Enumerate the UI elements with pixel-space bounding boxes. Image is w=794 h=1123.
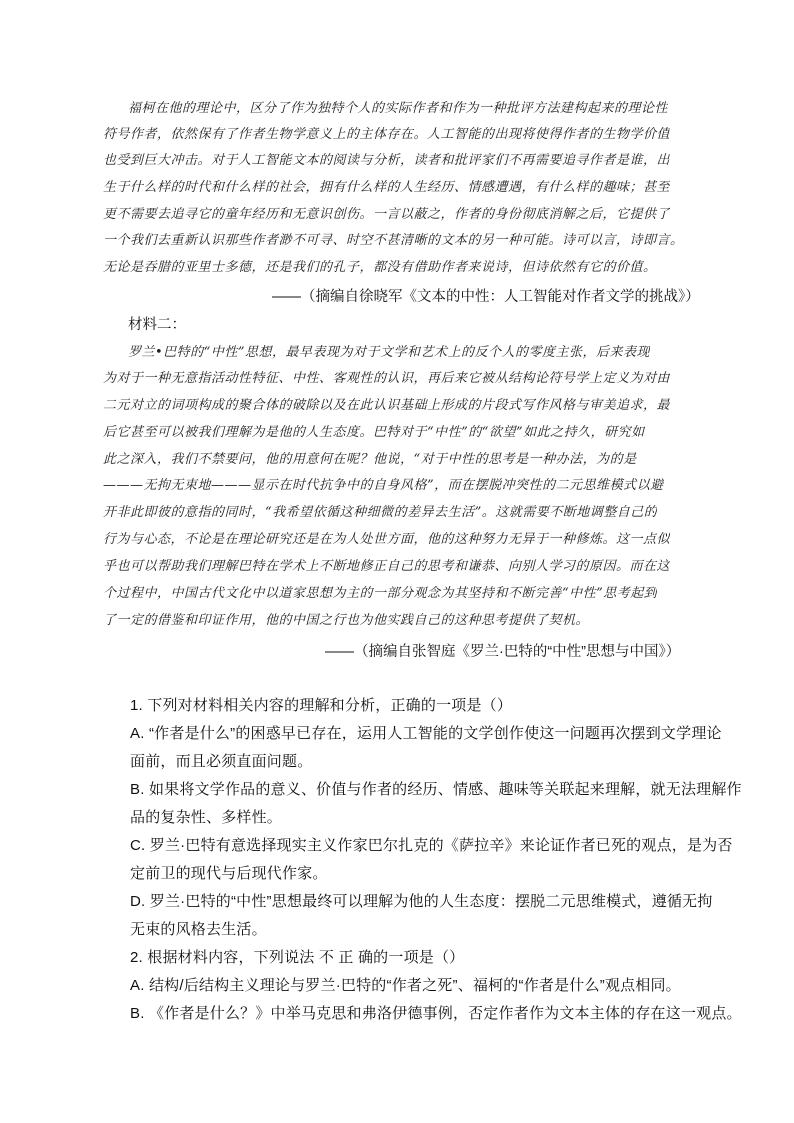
material-two-line: 个过程中，中国古代文化中以道家思想为主的一部分观念为其坚持和不断完善“中性”思考起到 bbox=[103, 586, 658, 601]
material-one-line: 也受到巨大冲击。对于人工智能文本的阅读与分析，读者和批评家们不再需要追寻作者是谁，出 bbox=[103, 153, 671, 168]
option-d-cont: 无束的风格去生活。 bbox=[130, 921, 267, 938]
material-two-line: 后它甚至可以被我们理解为是他的人生态度。巴特对于“中性”的“欲望”如此之持久，研究如 bbox=[103, 425, 645, 440]
material-one-line: 无论是吞腊的亚里士多德，还是我们的孔子，都没有借助作者来说诗，但诗依然有它的价值。 bbox=[103, 260, 657, 275]
option-a-cont: 面前，而且必须直面问题。 bbox=[130, 753, 313, 770]
material-one-line: 福柯在他的理论中，区分了作为独特个人的实际作者和作为一种批评方法建构起来的理论性 bbox=[128, 101, 669, 116]
option-d: D. 罗兰·巴特的“中性”思想最终可以理解为他的人生态度：摆脱二元思维模式，遵循无拘 bbox=[130, 893, 713, 910]
material-one-line: 一个我们去重新认识那些作者渺不可寻、时空不甚清晰的文本的另一种可能。诗可以言，诗即言。 bbox=[103, 233, 684, 248]
material-two-line: 二元对立的词项构成的聚合体的破除以及在此认识基础上形成的片段式写作风格与审美追求，最 bbox=[103, 398, 671, 413]
material-two-line: 行为与心态，不论是在理论研究还是在为人处世方面，他的这种努力无异于一种修炼。这一点似 bbox=[103, 532, 671, 547]
material-one-source: ——（摘编自徐晓军《文本的中性：人工智能对作者文学的挑战》） bbox=[272, 289, 700, 305]
option-b-cont: 品的复杂性、多样性。 bbox=[130, 809, 283, 826]
material-two-line: ———无拘无束地———显示在时代抗争中的自身风格”，而在摆脱冲突性的二元思维模式以避 bbox=[103, 478, 664, 493]
material-two-line: 为对于一种无意指活动性特征、中性、客观性的认识，再后来它被从结构论符号学上定义为对由 bbox=[103, 371, 671, 386]
material-two-line: 罗兰•巴特的“中性”思想，最早表现为对于文学和艺术上的反个人的零度主张，后来表现 bbox=[128, 345, 650, 360]
option-a: A. “作者是什么”的困惑早已存在，运用人工智能的文学创作使这一问题再次摆到文学理论 bbox=[130, 725, 722, 742]
material-one-line: 符号作者，依然保有了作者生物学意义上的主体存在。人工智能的出现将使得作者的生物学价值 bbox=[103, 127, 671, 142]
option-a: A. 结构/后结构主义理论与罗兰·巴特的“作者之死”、福柯的“作者是什么”观点相同。 bbox=[130, 977, 681, 994]
material-one-line: 生于什么样的时代和什么样的社会，拥有什么样的人生经历、情感遭遇，有什么样的趣味；甚至 bbox=[103, 180, 671, 195]
material-two-source: ——（摘编自张智庭《罗兰·巴特的“中性”思想与中国》） bbox=[325, 644, 681, 660]
option-b: B. 《作者是什么？》中举马克思和弗洛伊德事例，否定作者作为文本主体的存在这一观点。 bbox=[130, 1005, 742, 1022]
material-two-line: 乎也可以帮助我们理解巴特在学术上不断地修正自己的思考和谦恭、向别人学习的原因。而在这 bbox=[103, 559, 671, 574]
question-2-stem: 2. 根据材料内容，下列说法 不 正 确的一项是（） bbox=[130, 949, 465, 966]
material-two-line: 此之深入，我们不禁要问，他的用意何在呢？他说，“对于中性的思考是一种办法，为的是 bbox=[103, 452, 637, 467]
option-c: C. 罗兰·巴特有意选择现实主义作家巴尔扎克的《萨拉辛》来论证作者已死的观点，是为否 bbox=[130, 837, 733, 854]
material-two-heading: 材料二： bbox=[128, 317, 186, 333]
material-one-line: 更不需要去追寻它的童年经历和无意识创伤。一言以蔽之，作者的身份彻底消解之后，它提供了 bbox=[103, 207, 671, 222]
option-b: B. 如果将文学作品的意义、价值与作者的经历、情感、趣味等关联起来理解，就无法理解作 bbox=[130, 781, 742, 798]
material-two-line: 了一定的借鉴和印证作用，他的中国之行也为他实践自己的这种思考提供了契机。 bbox=[103, 613, 590, 628]
question-1-stem: 1. 下列对材料相关内容的理解和分析，正确的一项是（） bbox=[130, 697, 513, 714]
option-c-cont: 定前卫的现代与后现代作家。 bbox=[130, 865, 328, 882]
material-two-line: 开非此即彼的意指的同时，“我希望依循这种细微的差异去生活”。这就需要不断地调整自己的 bbox=[103, 505, 658, 520]
